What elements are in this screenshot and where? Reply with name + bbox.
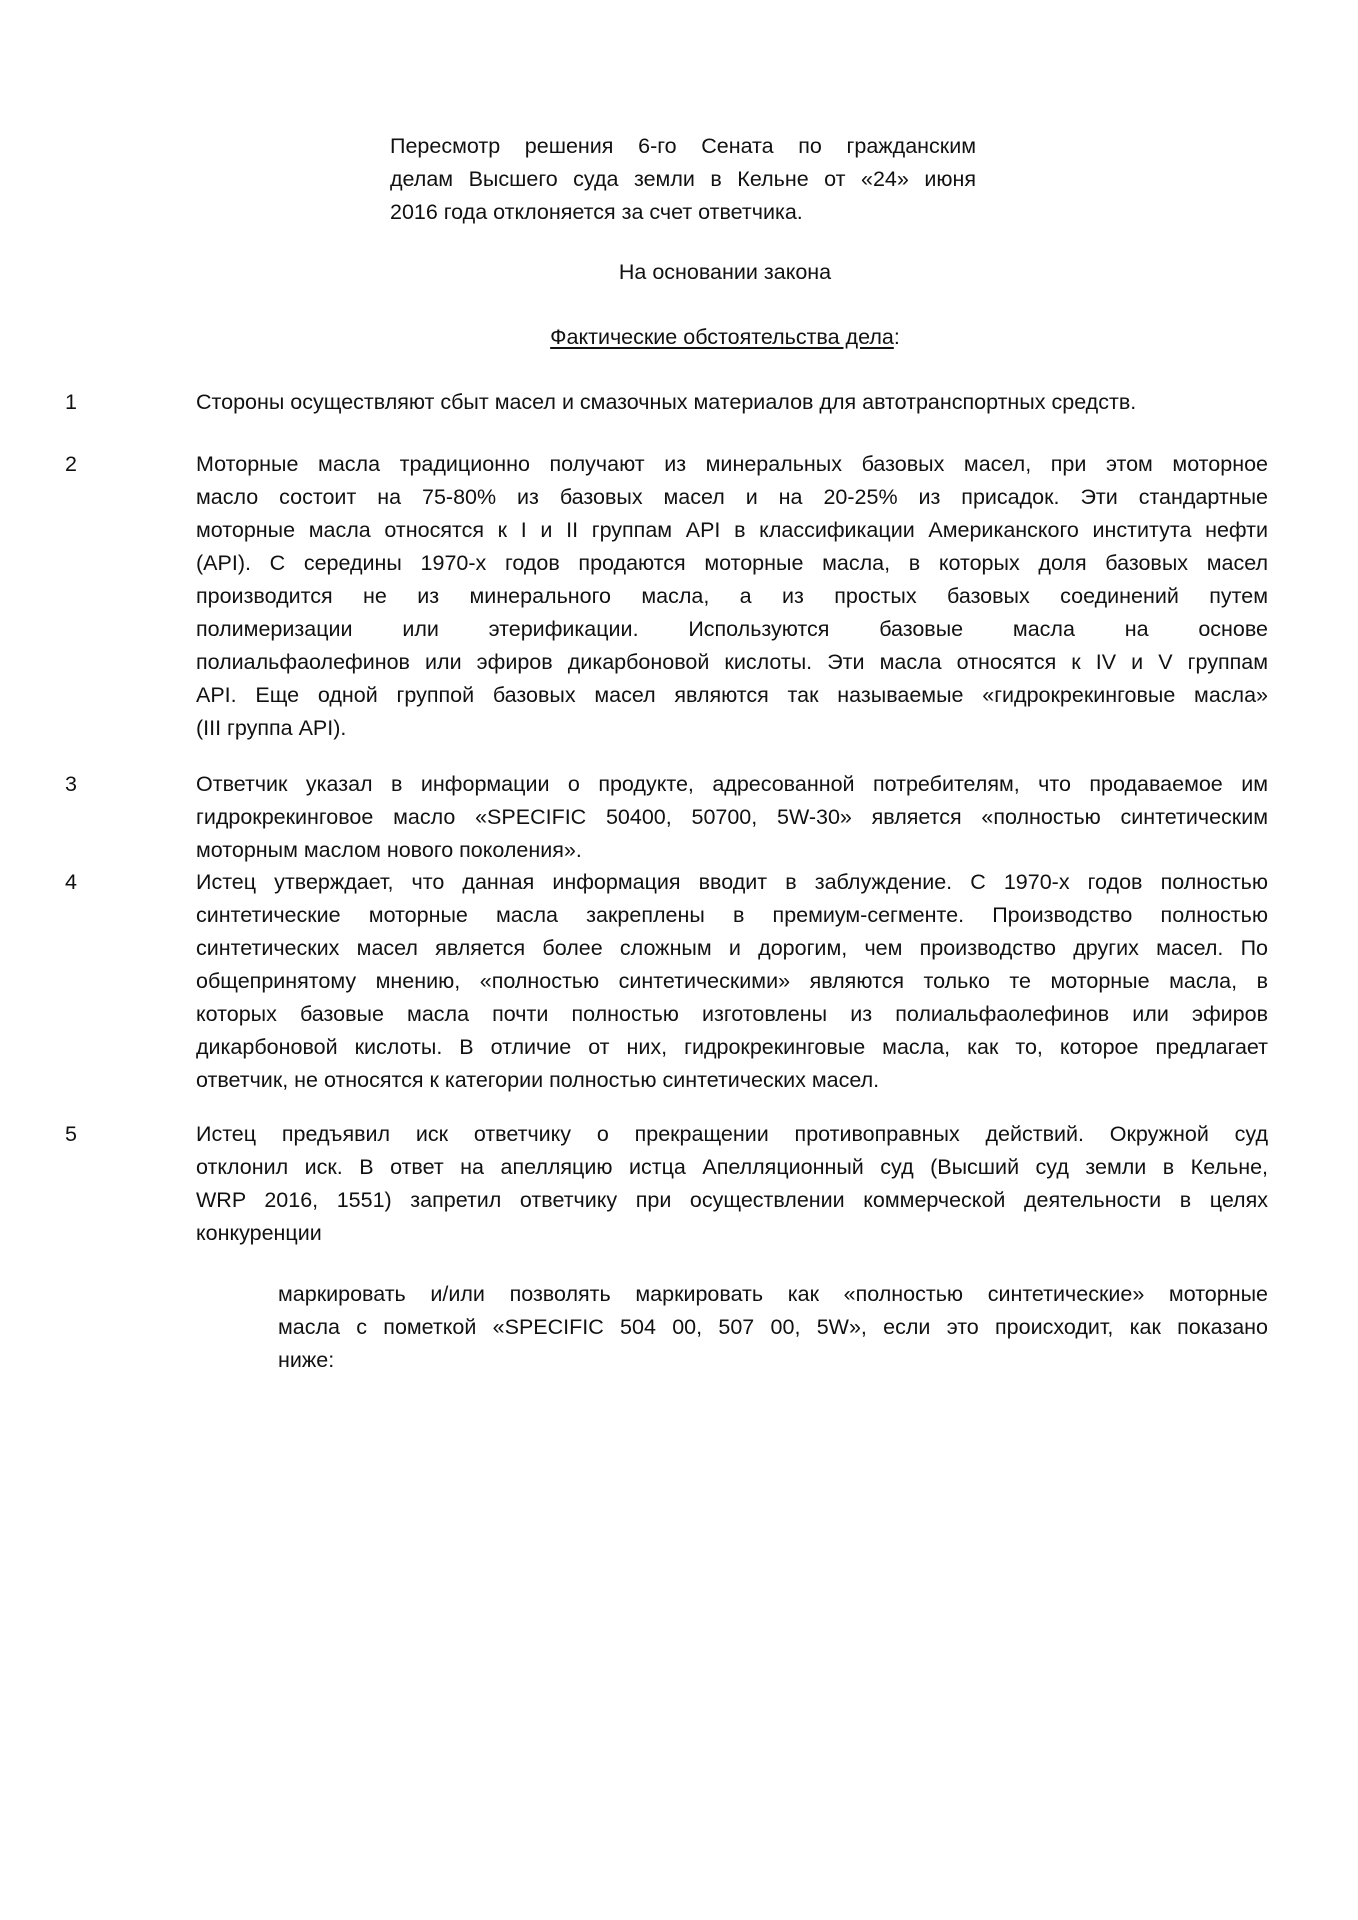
paragraph-line: API. Еще одной группой базовых масел являются так называемые «гидрокрекинговые масла» <box>196 683 1268 707</box>
paragraph-line: общепринятому мнению, «полностью синтетическими» являются только те моторные масла, в <box>196 969 1268 993</box>
paragraph-line: масло состоит на 75-80% из базовых масел и на 20-25% из присадок. Эти стандартные <box>196 485 1268 509</box>
facts-heading-text: Фактические обстоятельства дела <box>550 325 894 349</box>
quote-line: маркировать и/или позволять маркировать как «полностью синтетические» моторные <box>278 1282 1268 1306</box>
paragraph-line: конкуренции <box>196 1221 322 1245</box>
paragraph-line: моторным маслом нового поколения». <box>196 838 582 862</box>
facts-heading-colon: : <box>893 325 900 349</box>
paragraph-line: отклонил иск. В ответ на апелляцию истца Апелляционный суд (Высший суд земли в Кельне, <box>196 1155 1268 1179</box>
paragraph-line: (III группа API). <box>196 716 347 740</box>
paragraph-line: WRP 2016, 1551) запретил ответчику при осуществлении коммерческой деятельности в целях <box>196 1188 1268 1212</box>
paragraph-line: моторные масла относятся к I и II группам API в классификации Американского института нефти <box>196 518 1268 542</box>
quote-line: масла с пометкой «SPECIFIC 504 00, 507 00, 5W», если это происходит, как показано <box>278 1315 1268 1339</box>
indented-quote <box>278 1278 1268 1377</box>
paragraph-line: (API). С середины 1970-х годов продаются моторные масла, в которых доля базовых масел <box>196 551 1268 575</box>
paragraph-number: 4 <box>65 870 77 894</box>
paragraph-number: 5 <box>65 1122 77 1146</box>
paragraph-line: Моторные масла традиционно получают из минеральных базовых масел, при этом моторное <box>196 452 1268 476</box>
quote-line: ниже: <box>278 1348 335 1372</box>
intro-line: 2016 года отклоняется за счет ответчика. <box>390 200 803 224</box>
intro-line: делам Высшего суда земли в Кельне от «24» июня <box>390 167 976 191</box>
paragraph-1 <box>196 386 1268 419</box>
paragraph-2 <box>196 448 1268 745</box>
paragraph-line: синтетические моторные масла закреплены в премиум-сегменте. Производство полностью <box>196 903 1268 927</box>
paragraph-number: 1 <box>65 390 77 414</box>
paragraph-line: полиальфаолефинов или эфиров дикарбоновой кислоты. Эти масла относятся к IV и V группам <box>196 650 1268 674</box>
paragraph-line: производится не из минерального масла, а из простых базовых соединений путем <box>196 584 1268 608</box>
paragraph-4 <box>196 866 1268 1097</box>
paragraph-line: Истец предъявил иск ответчику о прекращении противоправных действий. Окружной суд <box>196 1122 1268 1146</box>
paragraph-5 <box>196 1118 1268 1250</box>
paragraph-line: которых базовые масла почти полностью изготовлены из полиальфаолефинов или эфиров <box>196 1002 1268 1026</box>
paragraph-line: Истец утверждает, что данная информация вводит в заблуждение. С 1970-х годов полностью <box>196 870 1268 894</box>
facts-heading <box>390 321 1060 354</box>
paragraph-number: 3 <box>65 772 77 796</box>
paragraph-line: Стороны осуществляют сбыт масел и смазочных материалов для автотранспортных средств. <box>196 390 1137 414</box>
paragraph-line: гидрокрекинговое масло «SPECIFIC 50400, 50700, 5W-30» является «полностью синтетическим <box>196 805 1268 829</box>
intro-line: Пересмотр решения 6-го Сената по гражданским <box>390 134 976 158</box>
paragraph-line: дикарбоновой кислоты. В отличие от них, гидрокрекинговые масла, как то, которое предлагает <box>196 1035 1268 1059</box>
paragraph-3 <box>196 768 1268 867</box>
paragraph-line: Ответчик указал в информации о продукте, адресованной потребителям, что продаваемое им <box>196 772 1268 796</box>
paragraph-number: 2 <box>65 452 77 476</box>
paragraph-line: синтетических масел является более сложным и дорогим, чем производство других масел. По <box>196 936 1268 960</box>
intro-block <box>390 130 976 229</box>
paragraph-line: полимеризации или этерификации. Используются базовые масла на основе <box>196 617 1268 641</box>
paragraph-line: ответчик, не относятся к категории полностью синтетических масел. <box>196 1068 880 1092</box>
basis-line: На основании закона <box>618 260 832 284</box>
